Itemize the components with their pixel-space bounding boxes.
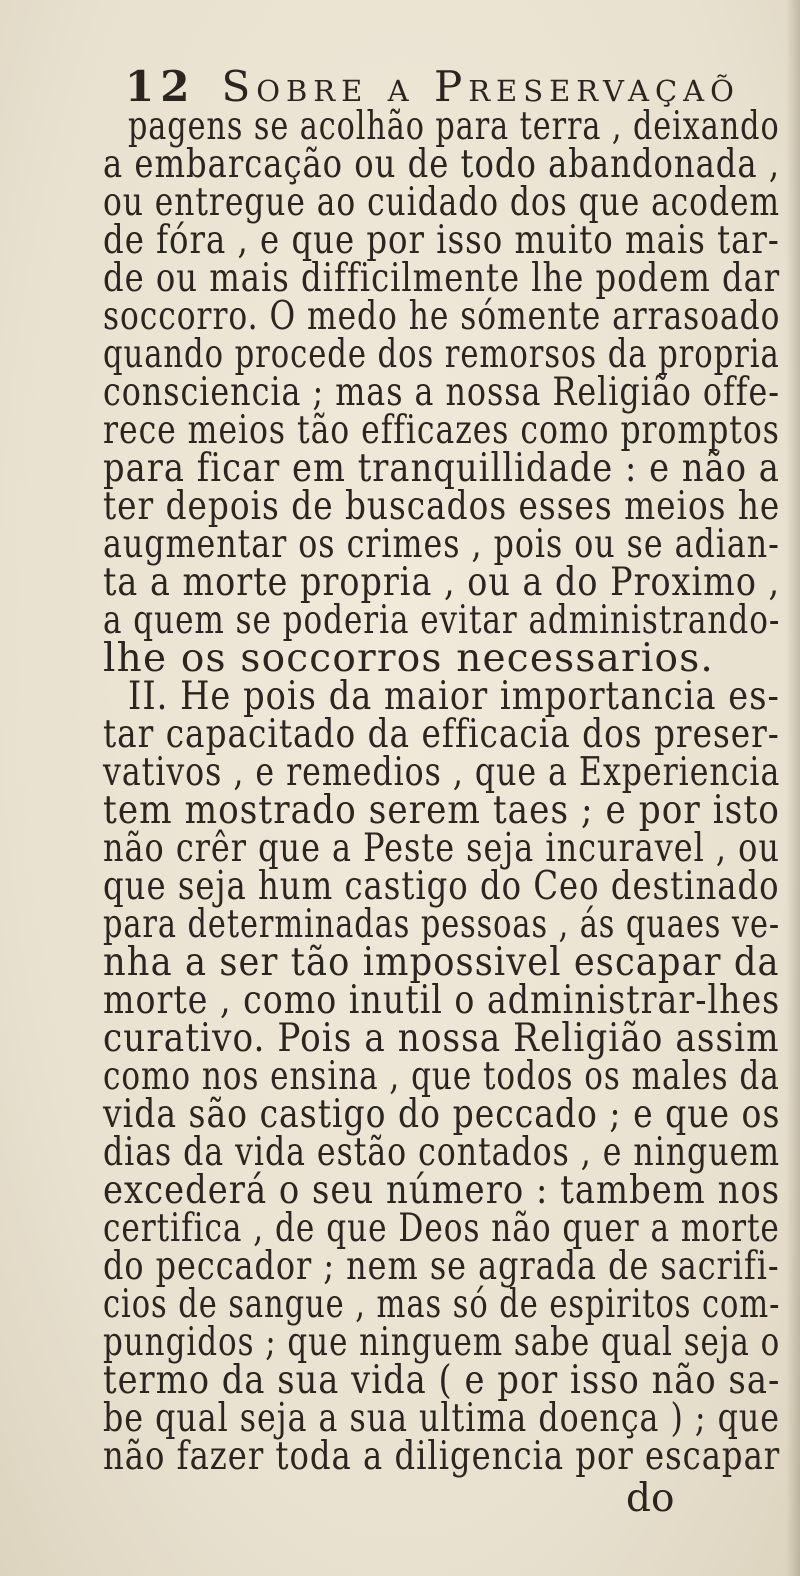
- text-line: II. He pois da maior importancia es-: [128, 674, 780, 719]
- text-line: quando procede dos remorsos da propria: [103, 332, 780, 377]
- text-line: certifica , de que Deos não quer a morte: [103, 1206, 780, 1251]
- text-line: consciencia ; mas a nossa Religião offe-: [103, 370, 780, 415]
- text-line: tar capacitado da efficacia dos preser-: [103, 712, 780, 757]
- page-number: 12: [125, 62, 196, 111]
- text-line: não crêr que a Peste seja incuravel , ou: [103, 826, 780, 871]
- text-line: tem mostrado serem taes ; e por isto: [103, 788, 780, 833]
- text-line: que seja hum castigo do Ceo destinado: [103, 864, 780, 909]
- text-line: be qual seja a sua ultima doença ) ; que: [103, 1396, 781, 1441]
- text-line: ta a morte propria , ou a do Proximo ,: [103, 560, 781, 605]
- text-line: pagens se acolhão para terra , deixando: [128, 104, 780, 149]
- text-line: vativos , e remedios , que a Experiencia: [103, 750, 781, 795]
- text-line: vida são castigo do peccado ; e que os: [103, 1092, 781, 1137]
- text-line: termo da sua vida ( e por isso não sa-: [103, 1358, 781, 1403]
- page-edge-shadow: [786, 0, 800, 1576]
- text-line: morte , como inutil o administrar-lhes: [103, 978, 781, 1023]
- text-line: pungidos ; que ninguem sabe qual seja o: [103, 1320, 781, 1365]
- text-line: excederá o seu número : tambem nos: [103, 1168, 781, 1213]
- text-line: de fóra , e que por isso muito mais tar-: [103, 218, 780, 263]
- text-line: como nos ensina , que todos os males da: [103, 1054, 780, 1099]
- text-line: cios de sangue , mas só de espiritos com-: [103, 1282, 781, 1327]
- text-line: curativo. Pois a nossa Religião assim: [103, 1016, 780, 1061]
- text-line: a embarcação ou de todo abandonada ,: [103, 142, 781, 187]
- text-line: lhe os soccorros necessarios.: [103, 636, 715, 681]
- running-title: Sobre a Preservaçaõ: [221, 62, 740, 111]
- text-line: de ou mais difficilmente lhe podem dar: [103, 256, 781, 301]
- text-line: para ficar em tranquillidade : e não a: [103, 446, 780, 491]
- text-line: augmentar os crimes , pois ou se adian-: [103, 522, 780, 567]
- text-line: para determinadas pessoas , ás quaes ve-: [103, 902, 781, 947]
- text-line: ter depois de buscados esses meios he: [103, 484, 781, 529]
- text-line: do peccador ; nem se agrada de sacrifi-: [103, 1244, 780, 1289]
- catchword: do: [626, 1476, 675, 1521]
- text-line: soccorro. O medo he sómente arrasoado: [103, 294, 781, 339]
- text-line: a quem se poderia evitar administrando-: [103, 598, 781, 643]
- text-line: nha a ser tão impossivel escapar da: [103, 940, 780, 985]
- text-line: ou entregue ao cuidado dos que acodem: [103, 180, 781, 225]
- text-line: não fazer toda a diligencia por escapar: [103, 1434, 781, 1479]
- text-line: rece meios tão efficazes como promptos: [103, 408, 780, 453]
- text-line: dias da vida estão contados , e ninguem: [103, 1130, 781, 1175]
